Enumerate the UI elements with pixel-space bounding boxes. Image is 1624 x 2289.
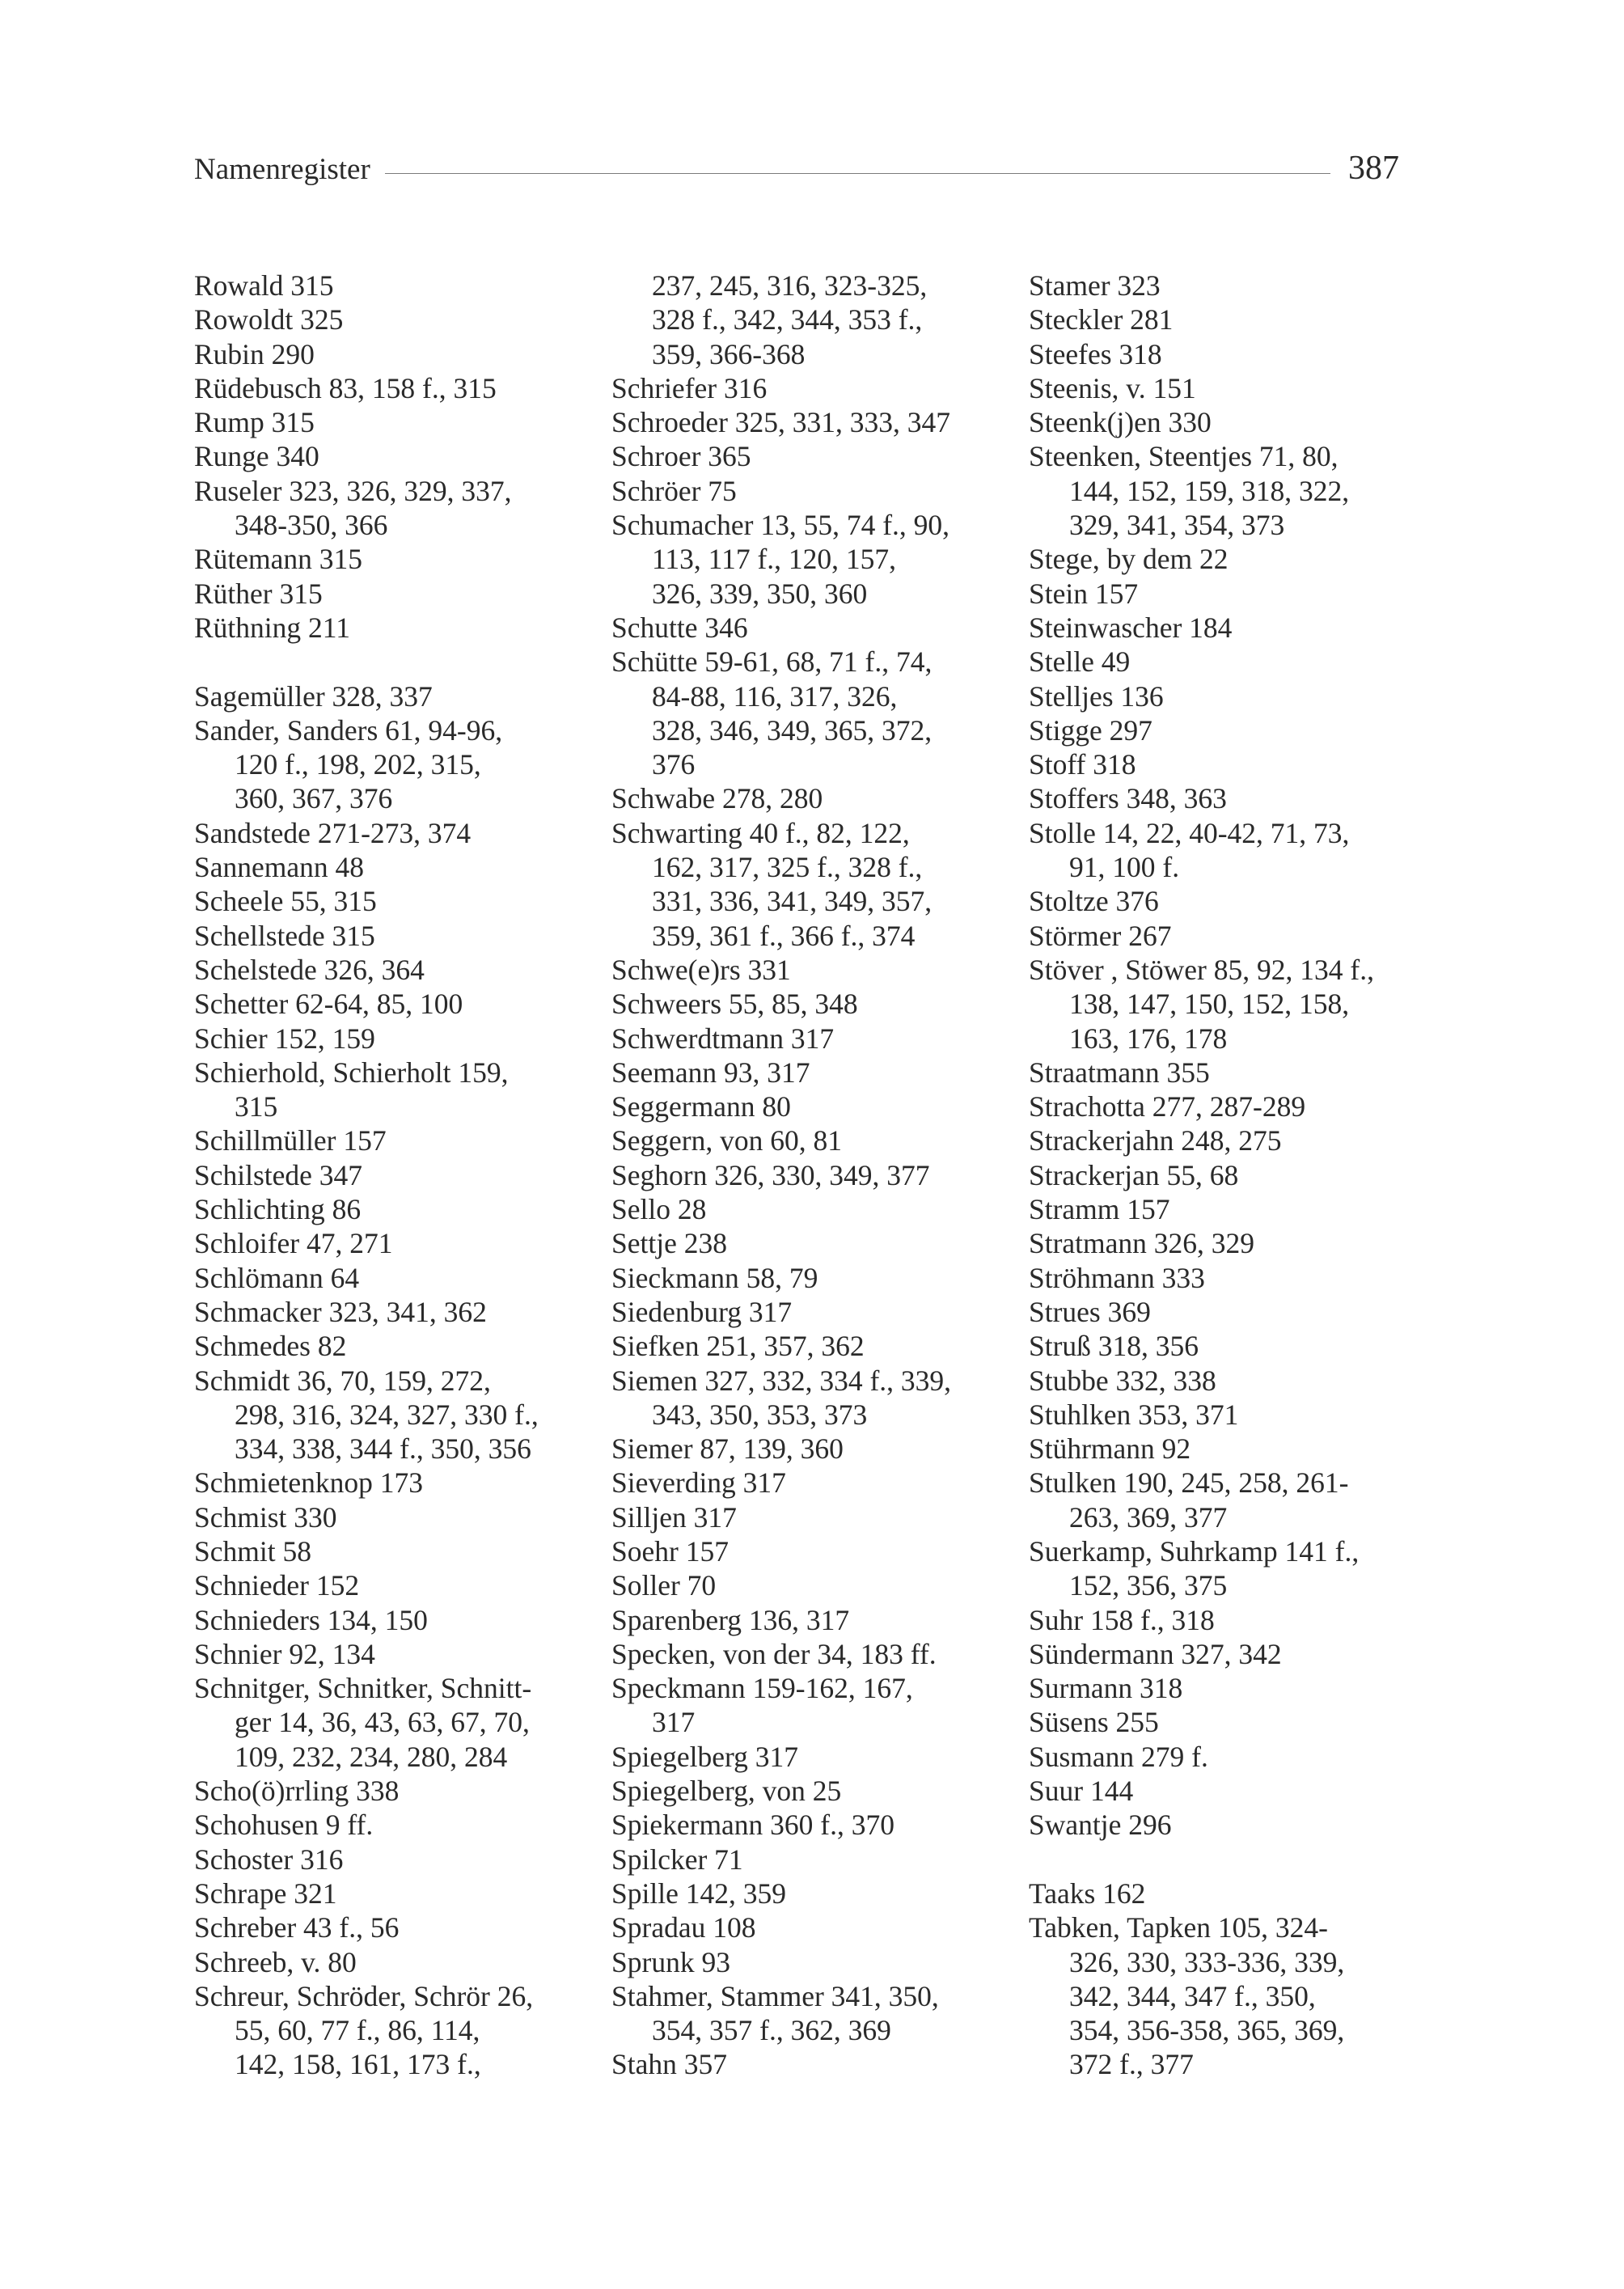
index-entry: Seemann 93, 317 xyxy=(611,1056,810,1089)
index-entry: Schmidt 36, 70, 159, 272, xyxy=(194,1364,491,1397)
index-entry: Siemen 327, 332, 334 f., 339, xyxy=(611,1364,952,1397)
index-entry: Schoster 316 xyxy=(194,1843,344,1876)
index-entry: Siedenburg 317 xyxy=(611,1295,793,1328)
index-entry: Stöver , Stöwer 85, 92, 134 f., xyxy=(1029,953,1374,986)
index-entry-continuation: 237, 245, 316, 323-325, xyxy=(652,269,928,302)
index-entry: Schlömann 64 xyxy=(194,1261,360,1294)
index-entry: Taaks 162 xyxy=(1029,1876,1146,1910)
header-title: Namenregister xyxy=(194,153,370,186)
index-column-1 xyxy=(194,269,598,2082)
running-header xyxy=(194,149,1399,197)
index-entry: Sieckmann 58, 79 xyxy=(611,1261,818,1294)
index-entry: Steenis, v. 151 xyxy=(1029,371,1196,404)
index-entry-continuation: 334, 338, 344 f., 350, 356 xyxy=(235,1432,531,1466)
index-entry: Struß 318, 356 xyxy=(1029,1330,1199,1363)
index-entry-continuation: 120 f., 198, 202, 315, xyxy=(235,748,481,781)
index-entry: Spille 142, 359 xyxy=(611,1876,786,1910)
index-entry: Suhr 158 f., 318 xyxy=(1029,1603,1215,1636)
index-entry-continuation: 163, 176, 178 xyxy=(1069,1022,1228,1055)
index-entry: Schumacher 13, 55, 74 f., 90, xyxy=(611,509,950,542)
index-entry: Sieverding 317 xyxy=(611,1466,786,1500)
index-entry: Schier 152, 159 xyxy=(194,1022,375,1055)
index-entry-continuation: 138, 147, 150, 152, 158, xyxy=(1069,988,1350,1021)
index-entry: Schreeb, v. 80 xyxy=(194,1945,357,1978)
index-entry: Suur 144 xyxy=(1029,1775,1134,1808)
index-entry: Schohusen 9 ff. xyxy=(194,1809,374,1842)
index-entry: Schroer 365 xyxy=(611,440,751,473)
index-entry: Silljen 317 xyxy=(611,1500,737,1534)
index-entry: Schetter 62-64, 85, 100 xyxy=(194,988,463,1021)
index-entry: Spradau 108 xyxy=(611,1911,756,1944)
index-entry-continuation: 329, 341, 354, 373 xyxy=(1069,509,1285,542)
section-gap xyxy=(1029,1843,1433,1876)
index-entry: Stahn 357 xyxy=(611,2048,727,2081)
index-entry: Scho(ö)rrling 338 xyxy=(194,1775,400,1808)
index-entry: Strues 369 xyxy=(1029,1295,1151,1328)
index-entry-continuation: 144, 152, 159, 318, 322, xyxy=(1069,474,1350,507)
index-entry: Stubbe 332, 338 xyxy=(1029,1364,1216,1397)
index-entry: Sello 28 xyxy=(611,1193,707,1226)
index-entry: Sagemüller 328, 337 xyxy=(194,679,433,713)
index-entry: Speckmann 159-162, 167, xyxy=(611,1672,913,1705)
index-entry-continuation: 342, 344, 347 f., 350, xyxy=(1069,1979,1316,2012)
index-entry: Stratmann 326, 329 xyxy=(1029,1227,1255,1260)
index-entry-continuation: 331, 336, 341, 349, 357, xyxy=(652,885,933,918)
index-entry: Schmist 330 xyxy=(194,1500,337,1534)
index-entry: Spiekermann 360 f., 370 xyxy=(611,1809,895,1842)
index-entry: Steckler 281 xyxy=(1029,303,1174,336)
index-entry-continuation: 328 f., 342, 344, 353 f., xyxy=(652,303,923,336)
index-entry: Schloifer 47, 271 xyxy=(194,1227,393,1260)
index-entry: Stuhlken 353, 371 xyxy=(1029,1398,1239,1431)
index-entry: Straatmann 355 xyxy=(1029,1056,1210,1089)
index-entry: Rütemann 315 xyxy=(194,543,363,576)
index-entry: Rump 315 xyxy=(194,406,315,439)
index-entry: Sparenberg 136, 317 xyxy=(611,1603,850,1636)
index-entry-continuation: 354, 357 f., 362, 369 xyxy=(652,2014,891,2047)
index-entry: Rüther 315 xyxy=(194,577,323,610)
index-entry-continuation: 354, 356-358, 365, 369, xyxy=(1069,2014,1345,2047)
index-entry: Spiegelberg 317 xyxy=(611,1740,799,1773)
index-entry-continuation: 315 xyxy=(235,1090,278,1123)
index-entry: Seghorn 326, 330, 349, 377 xyxy=(611,1158,930,1191)
index-entry: Schilstede 347 xyxy=(194,1158,363,1191)
index-entry: Steinwascher 184 xyxy=(1029,611,1233,644)
index-entry-continuation: 317 xyxy=(652,1706,696,1739)
index-entry: Schreber 43 f., 56 xyxy=(194,1911,400,1944)
index-entry: Rubin 290 xyxy=(194,337,315,370)
index-entry: Rowoldt 325 xyxy=(194,303,344,336)
index-entry: Rowald 315 xyxy=(194,269,334,302)
index-entry-continuation: 326, 339, 350, 360 xyxy=(652,577,868,610)
index-entry: Steenk(j)en 330 xyxy=(1029,406,1212,439)
index-entry: Stoff 318 xyxy=(1029,748,1136,781)
index-entry: Schnieder 152 xyxy=(194,1569,360,1602)
index-entry: Stoffers 348, 363 xyxy=(1029,782,1227,815)
index-entry-continuation: 372 f., 377 xyxy=(1069,2048,1194,2081)
index-entry-continuation: 113, 117 f., 120, 157, xyxy=(652,543,897,576)
index-entry: Stulken 190, 245, 258, 261- xyxy=(1029,1466,1349,1500)
index-entry-continuation: 298, 316, 324, 327, 330 f., xyxy=(235,1398,539,1431)
index-entry: Störmer 267 xyxy=(1029,919,1172,952)
index-column-3 xyxy=(1029,269,1433,2082)
index-column-2 xyxy=(611,269,1016,2082)
index-entry: Rüthning 211 xyxy=(194,611,350,644)
index-entry: Ströhmann 333 xyxy=(1029,1261,1205,1294)
index-entry: Strachotta 277, 287-289 xyxy=(1029,1090,1306,1123)
index-entry: Rüdebusch 83, 158 f., 315 xyxy=(194,371,497,404)
index-entry: Surmann 318 xyxy=(1029,1672,1183,1705)
section-gap xyxy=(194,645,598,679)
index-entry: Schmietenknop 173 xyxy=(194,1466,423,1500)
index-entry: Stoltze 376 xyxy=(1029,885,1159,918)
index-entry: Schreur, Schröder, Schrör 26, xyxy=(194,1979,534,2012)
index-entry: Siemer 87, 139, 360 xyxy=(611,1432,844,1466)
index-entry: Schnitger, Schnitker, Schnitt- xyxy=(194,1672,532,1705)
index-entry: Schnieders 134, 150 xyxy=(194,1603,428,1636)
index-entry: Soller 70 xyxy=(611,1569,717,1602)
index-entry-continuation: 359, 366-368 xyxy=(652,337,806,370)
index-entry-continuation: 359, 361 f., 366 f., 374 xyxy=(652,919,916,952)
index-entry: Steefes 318 xyxy=(1029,337,1162,370)
index-entry: Schelstede 326, 364 xyxy=(194,953,425,986)
index-entry: Schmedes 82 xyxy=(194,1330,347,1363)
index-entry-continuation: 328, 346, 349, 365, 372, xyxy=(652,713,933,747)
index-entry: Schlichting 86 xyxy=(194,1193,362,1226)
index-entry-continuation: 109, 232, 234, 280, 284 xyxy=(235,1740,508,1773)
index-entry: Specken, von der 34, 183 ff. xyxy=(611,1637,937,1670)
index-entry: Schwerdtmann 317 xyxy=(611,1022,835,1055)
index-entry: Schmacker 323, 341, 362 xyxy=(194,1295,487,1328)
index-entry-continuation: 263, 369, 377 xyxy=(1069,1500,1228,1534)
index-entry: Strackerjahn 248, 275 xyxy=(1029,1124,1282,1157)
index-entry: Schutte 346 xyxy=(611,611,748,644)
index-entry: Stührmann 92 xyxy=(1029,1432,1191,1466)
index-entry: Schrape 321 xyxy=(194,1876,337,1910)
index-entry-continuation: 360, 367, 376 xyxy=(235,782,393,815)
index-entry: Spiegelberg, von 25 xyxy=(611,1775,842,1808)
index-entry-continuation: 343, 350, 353, 373 xyxy=(652,1398,868,1431)
index-entry: Sprunk 93 xyxy=(611,1945,730,1978)
index-entry: Schröer 75 xyxy=(611,474,737,507)
index-entry: Stahmer, Stammer 341, 350, xyxy=(611,1979,939,2012)
index-entry-continuation: 142, 158, 161, 173 f., xyxy=(235,2048,481,2081)
header-rule xyxy=(385,172,1330,174)
index-entry-continuation: ger 14, 36, 43, 63, 67, 70, xyxy=(235,1706,530,1739)
index-entry: Ruseler 323, 326, 329, 337, xyxy=(194,474,512,507)
index-entry-continuation: 152, 356, 375 xyxy=(1069,1569,1228,1602)
index-entry: Seggermann 80 xyxy=(611,1090,791,1123)
index-entry: Steenken, Steentjes 71, 80, xyxy=(1029,440,1339,473)
index-entry: Stramm 157 xyxy=(1029,1193,1170,1226)
index-entry-continuation: 348-350, 366 xyxy=(235,509,388,542)
index-entry: Spilcker 71 xyxy=(611,1843,743,1876)
index-entry: Sannemann 48 xyxy=(194,851,365,884)
index-entry: Schütte 59-61, 68, 71 f., 74, xyxy=(611,645,933,679)
index-entry: Sündermann 327, 342 xyxy=(1029,1637,1282,1670)
index-entry: Suerkamp, Suhrkamp 141 f., xyxy=(1029,1534,1360,1568)
index-entry: Stelljes 136 xyxy=(1029,679,1164,713)
index-entry: Tabken, Tapken 105, 324- xyxy=(1029,1911,1328,1944)
index-entry: Schwe(e)rs 331 xyxy=(611,953,791,986)
index-entry: Soehr 157 xyxy=(611,1534,729,1568)
index-entry: Schierhold, Schierholt 159, xyxy=(194,1056,509,1089)
index-entry-continuation: 55, 60, 77 f., 86, 114, xyxy=(235,2014,480,2047)
index-entry: Siefken 251, 357, 362 xyxy=(611,1330,865,1363)
index-entry: Swantje 296 xyxy=(1029,1809,1172,1842)
index-entry: Seggern, von 60, 81 xyxy=(611,1124,842,1157)
index-entry: Schnier 92, 134 xyxy=(194,1637,375,1670)
index-entry: Schellstede 315 xyxy=(194,919,375,952)
index-entry: Schwabe 278, 280 xyxy=(611,782,823,815)
index-entry: Scheele 55, 315 xyxy=(194,885,377,918)
index-entry-continuation: 376 xyxy=(652,748,696,781)
index-entry: Sandstede 271-273, 374 xyxy=(194,816,472,849)
index-entry: Süsens 255 xyxy=(1029,1706,1159,1739)
index-entry-continuation: 91, 100 f. xyxy=(1069,851,1180,884)
index-entry: Schmit 58 xyxy=(194,1534,311,1568)
index-entry: Stamer 323 xyxy=(1029,269,1161,302)
index-entry: Stege, by dem 22 xyxy=(1029,543,1229,576)
index-entry-continuation: 162, 317, 325 f., 328 f., xyxy=(652,851,923,884)
index-entry: Settje 238 xyxy=(611,1227,727,1260)
index-entry: Schriefer 316 xyxy=(611,371,768,404)
index-entry: Stelle 49 xyxy=(1029,645,1131,679)
index-entry: Stigge 297 xyxy=(1029,713,1152,747)
index-entry: Susmann 279 f. xyxy=(1029,1740,1208,1773)
index-entry: Stolle 14, 22, 40-42, 71, 73, xyxy=(1029,816,1350,849)
index-entry-continuation: 84-88, 116, 317, 326, xyxy=(652,679,898,713)
page-number: 387 xyxy=(1348,150,1399,187)
index-entry: Schillmüller 157 xyxy=(194,1124,387,1157)
index-entry-continuation: 326, 330, 333-336, 339, xyxy=(1069,1945,1345,1978)
index-entry: Runge 340 xyxy=(194,440,319,473)
index-entry: Strackerjan 55, 68 xyxy=(1029,1158,1239,1191)
index-entry: Sander, Sanders 61, 94-96, xyxy=(194,713,503,747)
index-entry: Schroeder 325, 331, 333, 347 xyxy=(611,406,951,439)
index-entry: Schwarting 40 f., 82, 122, xyxy=(611,816,910,849)
index-entry: Stein 157 xyxy=(1029,577,1139,610)
index-entry: Schweers 55, 85, 348 xyxy=(611,988,858,1021)
